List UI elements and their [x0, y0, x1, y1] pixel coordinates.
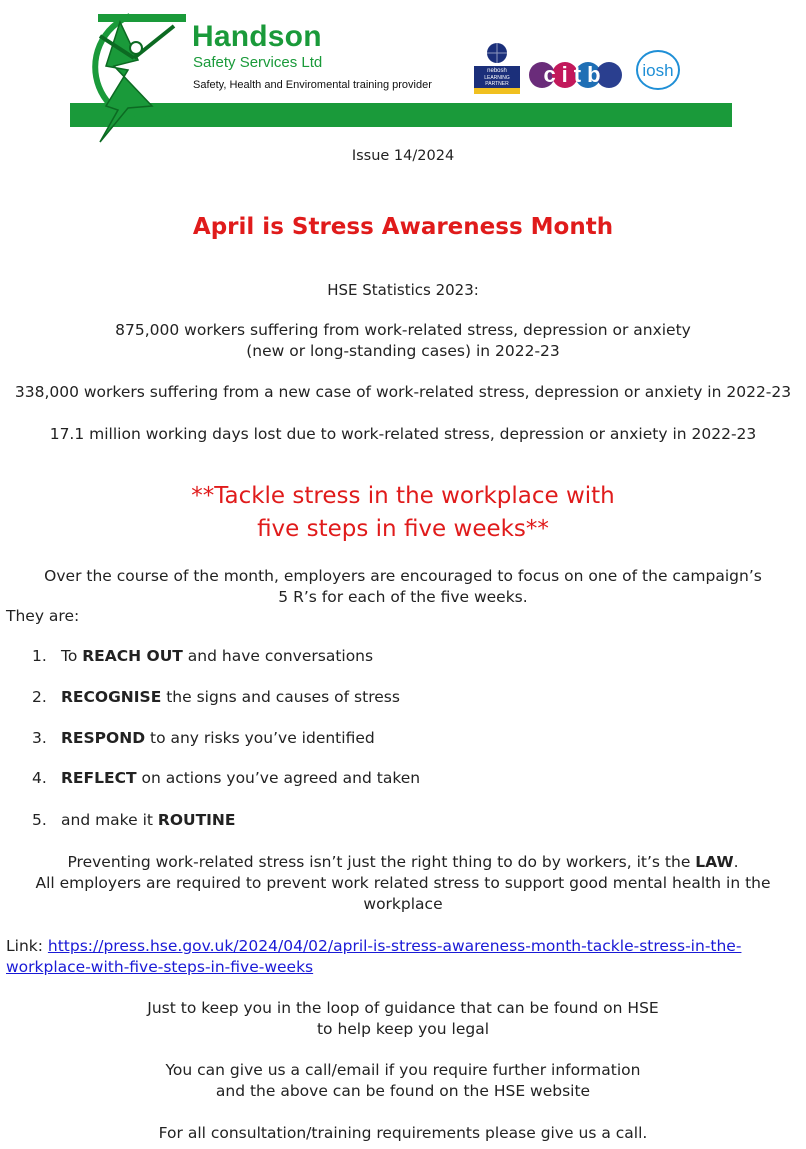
issue-number: Issue 14/2024 — [351, 148, 455, 164]
law-statement — [0, 852, 806, 915]
stat-338000: 338,000 workers suffering from a new case of work-related stress, depression or anxiety in 2022-23 — [14, 383, 792, 401]
stat-875000-line1: 875,000 workers suffering from work-related stress, depression or anxiety — [115, 321, 691, 339]
nebosh-logo-text: nebosh — [487, 68, 507, 74]
they-are-label: They are: — [6, 607, 80, 625]
list-item — [32, 686, 400, 708]
keep-in-loop-line1: Just to keep you in the loop of guidance that can be found on HSE — [147, 999, 659, 1017]
keep-in-loop-line2: to help keep you legal — [316, 1020, 490, 1038]
hse-press-link[interactable] — [6, 937, 741, 976]
list-item-keyword: RECOGNISE — [61, 688, 162, 706]
list-item-number: 2. — [32, 688, 47, 706]
list-item-post: the signs and causes of stress — [161, 688, 400, 706]
stat-875000-line2: (new or long-standing cases) in 2022-23 — [246, 342, 560, 360]
citb-logo-icon — [529, 58, 622, 92]
contact-note — [0, 1060, 806, 1102]
campaign-headline-line1: **Tackle stress in the workplace with — [191, 483, 615, 509]
list-item — [32, 767, 420, 789]
iosh-logo-text: iosh — [642, 61, 674, 80]
brand-tagline: Safety, Health and Enviromental training provider — [193, 79, 432, 91]
list-item-keyword: ROUTINE — [157, 811, 236, 829]
campaign-intro — [0, 566, 806, 608]
brand-name: Handson — [192, 20, 322, 53]
consultation-note: For all consultation/training requirements please give us a call. — [158, 1124, 648, 1142]
list-item — [32, 809, 236, 831]
law-keyword: LAW — [695, 853, 734, 871]
nebosh-logo-line2: PARTNER — [485, 81, 509, 87]
contact-note-line2: and the above can be found on the HSE website — [215, 1082, 591, 1100]
list-item-keyword: RESPOND — [61, 729, 146, 747]
law-statement-line2: All employers are required to prevent work related stress to support good mental health in the — [35, 874, 771, 892]
brand-subtitle: Safety Services Ltd — [193, 54, 323, 71]
law-statement-line1 — [0, 852, 806, 873]
citb-logo-text: citb — [543, 62, 607, 87]
list-item-number: 4. — [32, 769, 47, 787]
hse-press-link-line2[interactable]: workplace-with-five-steps-in-five-weeks — [6, 958, 314, 976]
list-item-post: on actions you’ve agreed and taken — [136, 769, 421, 787]
nebosh-logo-line1: LEARNING — [484, 75, 510, 81]
hse-press-link-line1[interactable]: https://press.hse.gov.uk/2024/04/02/april-is-stress-awareness-month-tackle-stress-in-the- — [47, 937, 742, 955]
law-line1-post: . — [733, 853, 739, 871]
campaign-intro-line2: 5 R’s for each of the five weeks. — [278, 588, 528, 606]
list-item-post: and have conversations — [182, 647, 374, 665]
law-line1-pre: Preventing work-related stress isn’t just the right thing to do by workers, it’s the — [67, 853, 696, 871]
nebosh-logo-icon — [472, 42, 522, 96]
link-label: Link: — [6, 937, 48, 955]
list-item — [32, 727, 375, 749]
iosh-logo-icon — [635, 49, 681, 91]
list-item-number: 1. — [32, 647, 47, 665]
list-item-pre: To — [61, 647, 83, 665]
list-item-number: 5. — [32, 811, 47, 829]
stat-working-days-lost: 17.1 million working days lost due to work-related stress, depression or anxiety in 2022-23 — [49, 425, 757, 443]
keep-in-loop-note — [0, 998, 806, 1040]
handson-figure-logo-icon — [70, 8, 190, 143]
stats-heading: HSE Statistics 2023: — [327, 281, 479, 299]
campaign-headline — [0, 480, 806, 546]
list-item-keyword: REFLECT — [61, 769, 137, 787]
list-item-number: 3. — [32, 729, 47, 747]
list-item-keyword: REACH OUT — [82, 647, 183, 665]
list-item-post: to any risks you’ve identified — [145, 729, 375, 747]
campaign-intro-line1: Over the course of the month, employers are encouraged to focus on one of the campaign’s — [44, 567, 762, 585]
page-title: April is Stress Awareness Month — [192, 214, 614, 240]
law-statement-line3: workplace — [363, 895, 443, 913]
list-item — [32, 645, 373, 667]
contact-note-line1: You can give us a call/email if you require further information — [165, 1061, 641, 1079]
campaign-headline-line2: five steps in five weeks** — [257, 516, 549, 542]
stat-875000 — [0, 320, 806, 362]
hse-link-paragraph — [6, 936, 796, 978]
letterhead — [0, 0, 806, 150]
list-item-pre: and make it — [61, 811, 158, 829]
